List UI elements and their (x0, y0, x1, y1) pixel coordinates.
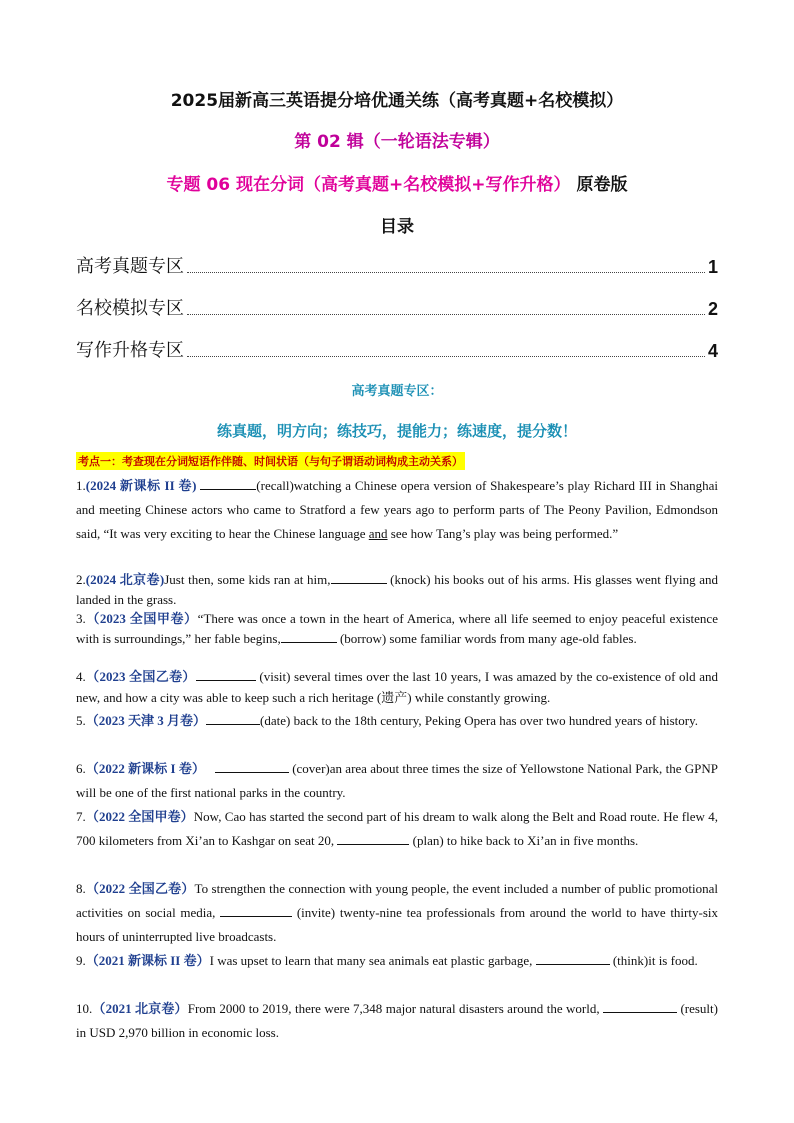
question-item (76, 997, 718, 1045)
toc-entry-label: 名校模拟专区 (76, 298, 184, 319)
question-source: （2023 天津 3 月卷） (85, 713, 207, 728)
toc-entry-page: 2 (707, 299, 718, 319)
question-text: (recall)watching a Chinese opera version of Shakespeare’s play Richard III in Shanghai and meeting Chinese actors who came to Stratford a few years ago to perform parts of The Peony Pavilion, Edmondson said, “It was very exciting to hear the Chinese language (76, 478, 719, 541)
question-item (76, 666, 718, 708)
question-text-end: (plan) to hike back to Xi’an in five months. (409, 833, 639, 848)
topic-title (0, 170, 794, 195)
question-source: (2024 北京卷) (85, 572, 165, 587)
series-subtitle: 第 02 辑（一轮语法专辑） (294, 132, 500, 152)
question-text: “There was once a town in the heart of America, where all life seemed to enjoy peaceful existence with is surroundings,” her fable begins, (76, 611, 718, 646)
question-number: 10. (76, 1001, 93, 1016)
question-number: 5. (76, 713, 86, 728)
question-source: （2021 北京卷） (92, 1001, 188, 1016)
section-motto: 练真题，明方向；练技巧，提能力；练速度，提分数！ (216, 422, 577, 440)
question-text: To strengthen the connection with young people, the event included a number of public promotional activities on social media, (76, 881, 718, 920)
toc-entry-label: 高考真题专区 (76, 256, 184, 277)
answer-blank[interactable] (331, 571, 387, 584)
question-number: 2. (76, 572, 86, 587)
question-number: 6. (76, 761, 86, 776)
question-number: 9. (76, 953, 86, 968)
question-number: 4. (76, 669, 86, 684)
question-text-end: (borrow) some familiar words from many age-old fables. (336, 630, 637, 646)
question-item (76, 609, 718, 648)
toc-entry-page: 4 (707, 341, 718, 361)
question-text: (cover)an area about three times the size of Yellowstone National Park, the GPNP will be one of the first national parks in the country. (76, 761, 719, 800)
question-item (76, 877, 718, 949)
question-source: (2024 新课标 II 卷) (85, 478, 197, 493)
answer-blank[interactable] (603, 1000, 677, 1013)
question-text: (visit) several times over the last 10 years, I was amazed by the co-existence of old and new, and how a city was able to keep such a rich heritage (遗产) while constantly growing. (76, 669, 718, 705)
question-item (76, 805, 718, 853)
question-source: （2022 全国甲卷） (85, 809, 194, 824)
question-text: From 2000 to 2019, there were 7,348 major natural disasters around the world, (187, 1001, 604, 1016)
question-item (76, 757, 718, 805)
question-text-end: (invite) twenty-nine tea professionals from around the world to have thirty-six hours of uninterrupted live broadcasts. (76, 905, 718, 944)
toc-leader-dots (187, 314, 705, 315)
toc-leader-dots (187, 356, 705, 357)
toc-leader-dots (187, 272, 705, 273)
question-number: 1. (76, 478, 86, 493)
question-text: Now, Cao has started the second part of his dream to walk along the Belt and Road route. He flew 4, 700 kilometers from Xi’an to Kashgar on seat 20, (76, 809, 718, 848)
toc-entry[interactable] (76, 252, 718, 278)
question-number: 8. (76, 881, 86, 896)
question-text-end: (think)it is food. (609, 953, 698, 968)
question-text-end: see how Tang’s play was being performed.” (387, 526, 619, 541)
question-number: 7. (76, 809, 86, 824)
question-source: （2023 全国乙卷） (85, 669, 196, 684)
question-source: （2023 全国甲卷） (85, 611, 198, 626)
toc-entry-page: 1 (707, 257, 718, 277)
question-text: I was upset to learn that many sea animals eat plastic garbage, (209, 953, 536, 968)
question-text-end: (knock) his books out of his arms. His glasses went flying and landed in the grass. (76, 572, 718, 607)
section-title: 高考真题专区： (351, 384, 443, 399)
question-text-end: (result) in USD 2,970 billion in economic loss. (76, 1001, 718, 1040)
topic-title-main: 专题 06 现在分词（高考真题+名校模拟+写作升格） (166, 175, 571, 195)
topic-title-suffix: 原卷版 (576, 175, 628, 195)
question-item (76, 474, 718, 546)
toc-heading: 目录 (380, 217, 414, 237)
exam-point-highlight: 考点一：考查现在分词短语作伴随、时间状语（与句子谓语动词构成主动关系） (76, 452, 465, 470)
question-item (76, 709, 718, 733)
question-text: (date) back to the 18th century, Peking Opera has over two hundred years of history. (260, 713, 699, 728)
answer-blank[interactable] (200, 477, 256, 490)
answer-blank[interactable] (220, 904, 292, 917)
question-source: （2021 新课标 II 卷） (85, 953, 210, 968)
question-source: （2022 全国乙卷） (85, 881, 195, 896)
answer-blank[interactable] (281, 630, 337, 643)
answer-blank[interactable] (215, 760, 289, 773)
question-item (76, 570, 718, 609)
toc-entry[interactable] (76, 294, 718, 320)
toc-entry[interactable] (76, 336, 718, 362)
answer-blank[interactable] (337, 832, 409, 845)
answer-blank[interactable] (536, 952, 610, 965)
answer-blank[interactable] (206, 712, 260, 725)
question-number: 3. (76, 611, 86, 626)
underlined-word: and (368, 526, 388, 541)
question-text: Just then, some kids ran at him, (164, 572, 331, 587)
question-item (76, 949, 718, 973)
toc-entry-label: 写作升格专区 (76, 340, 184, 361)
answer-blank[interactable] (196, 668, 256, 681)
document-title: 2025届新高三英语提分培优通关练（高考真题+名校模拟） (170, 91, 624, 111)
question-source: （2022 新课标 I 卷） (85, 761, 206, 776)
